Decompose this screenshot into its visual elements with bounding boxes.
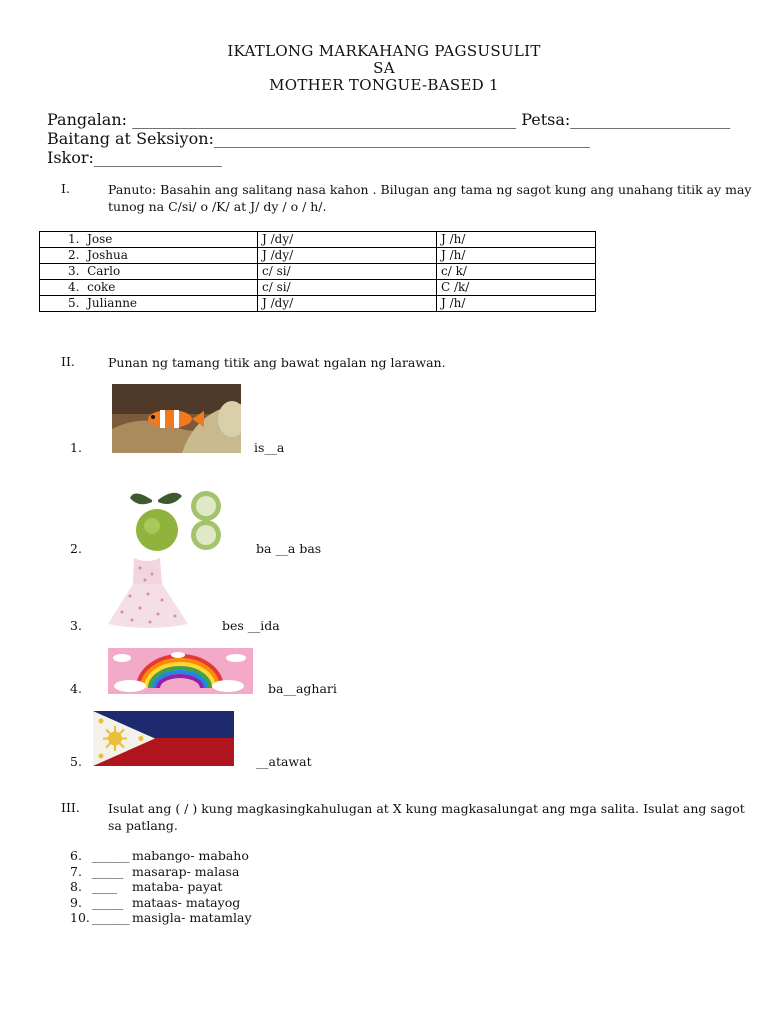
item-4-number: 4. [70,681,82,696]
row-number: 4. [68,280,80,294]
item-2-answer[interactable]: ba __a bas [256,541,322,556]
word-pair: masigla- matamlay [132,910,252,925]
item-5-answer[interactable]: __atawat [256,754,312,769]
section-3-number: III. [61,800,80,815]
word-pair: masarap- malasa [132,864,240,879]
item-number: 10. [70,910,90,925]
answer-blank[interactable]: ______ [92,910,130,925]
dress-image [100,556,195,630]
section-2-instruction: Punan ng tamang titik ang bawat ngalan ng larawan. [108,355,446,370]
row-name: Carlo [87,264,121,278]
item-1-answer[interactable]: is__a [254,440,285,455]
row-name: coke [87,280,116,294]
list-item [70,864,239,880]
title-line-3: MOTHER TONGUE-BASED 1 [269,76,499,94]
grade-score-line[interactable]: Baitang at Seksiyon:_______________________________________________ Iskor:________________ [47,129,590,167]
option-a-cell[interactable]: J /dy/ [258,232,437,248]
item-1-number: 1. [70,440,82,455]
row-number: 5. [68,296,80,310]
table-row [40,232,596,248]
table-row [40,296,596,312]
item-number: 8. [70,879,82,894]
option-a-cell[interactable]: J /dy/ [258,296,437,312]
title-line-2: SA [373,59,395,77]
answer-blank[interactable]: ______ [92,848,130,863]
row-number: 2. [68,248,80,262]
section-2-number: II. [61,354,75,369]
row-name: Joshua [87,248,128,262]
option-b-cell[interactable]: J /h/ [437,232,596,248]
philippine-flag-image [93,711,234,766]
table-row [40,248,596,264]
word-pair: mataba- payat [132,879,223,894]
item-number: 9. [70,895,82,910]
item-5-number: 5. [70,754,82,769]
option-a-cell[interactable]: c/ si/ [258,264,437,280]
row-name-cell [40,232,258,248]
item-number: 7. [70,864,82,879]
row-name-cell [40,280,258,296]
list-item [70,895,240,911]
item-4-answer[interactable]: ba__aghari [268,681,337,696]
row-number: 1. [68,232,80,246]
rainbow-image [108,648,253,694]
list-item [70,910,252,926]
section-3-instruction-line-2: sa patlang. [108,818,178,833]
item-3-number: 3. [70,618,82,633]
name-date-line[interactable]: Pangalan: ________________________________________________ Petsa:____________________ [47,110,731,129]
item-2-number: 2. [70,541,82,556]
option-b-cell[interactable]: C /k/ [437,280,596,296]
row-name-cell [40,248,258,264]
section-1-table [39,231,596,312]
row-name-cell [40,264,258,280]
title-line-1: IKATLONG MARKAHANG PAGSUSULIT [227,42,541,60]
table-row [40,280,596,296]
option-b-cell[interactable]: J /h/ [437,296,596,312]
section-1-instruction-line-2: tunog na C/si/ o /K/ at J/ dy / o / h/. [108,199,327,214]
option-a-cell[interactable]: c/ si/ [258,280,437,296]
answer-blank[interactable]: _____ [92,864,124,879]
option-b-cell[interactable]: c/ k/ [437,264,596,280]
word-pair: mabango- mabaho [132,848,249,863]
item-3-answer[interactable]: bes __ida [222,618,280,633]
row-name-cell [40,296,258,312]
word-pair: mataas- matayog [132,895,241,910]
section-1-number: I. [61,181,70,196]
section-3-instruction-line-1: Isulat ang ( / ) kung magkasingkahulugan at X kung magkasalungat ang mga salita. Isulat ang sagot [108,801,745,816]
clownfish-image [112,384,241,453]
row-number: 3. [68,264,80,278]
item-number: 6. [70,848,82,863]
table-row [40,264,596,280]
section-1-instruction-line-1: Panuto: Basahin ang salitang nasa kahon . Bilugan ang tama ng sagot kung ang unahang titik ay may [108,182,752,197]
guava-image [124,488,229,551]
row-name: Julianne [87,296,138,310]
answer-blank[interactable]: ____ [92,879,117,894]
row-name: Jose [87,232,113,246]
answer-blank[interactable]: _____ [92,895,124,910]
option-b-cell[interactable]: J /h/ [437,248,596,264]
list-item [70,879,222,895]
list-item [70,848,249,864]
option-a-cell[interactable]: J /dy/ [258,248,437,264]
